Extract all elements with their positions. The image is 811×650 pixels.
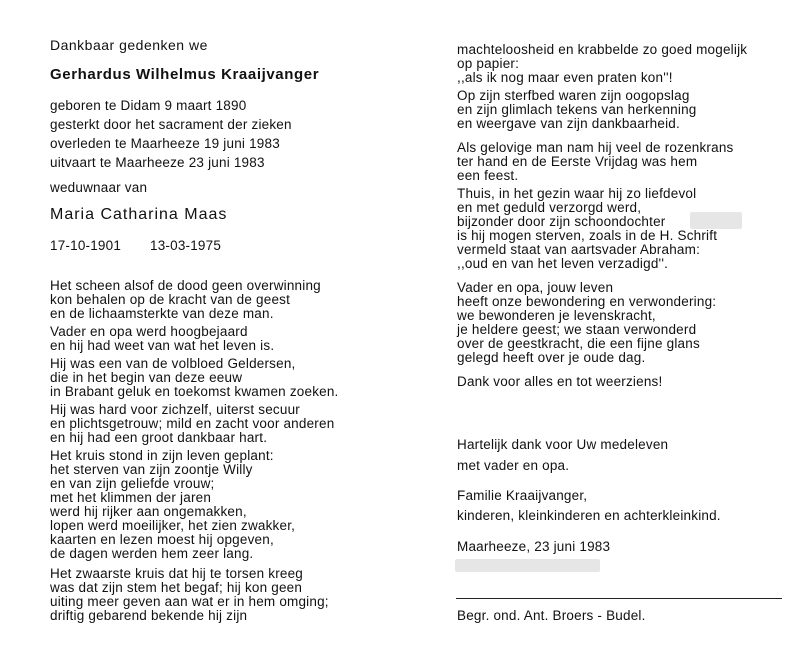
text-line: vermeld staat van aartsvader Abraham: [457,242,701,257]
poem-line: Hij was hard voor zichzelf, uiterst secuur [50,402,300,417]
intro-line: Dankbaar gedenken we [50,37,208,53]
text-line: op papier: [457,56,520,71]
redacted-signature-block [455,559,600,572]
wife-name: Maria Catharina Maas [50,206,228,223]
poem-line: Hij was een van de volbloed Geldersen, [50,356,296,371]
poem-line: was dat zijn stem het begaf; hij kon geen [50,580,303,595]
poem-line: en plichtsgetrouw; mild en zacht voor anderen [50,416,335,431]
text-line: Op zijn sterfbed waren zijn oogopslag [457,88,690,103]
poem-line: lopen werd moeilijker, het zien zwakker, [50,518,296,533]
text-line: Als gelovige man nam hij veel de rozenkrans [457,140,734,155]
text-line: Dank voor alles en tot weerziens! [457,374,663,389]
poem-line: de dagen werden hem zeer lang. [50,546,254,561]
fact-line: uitvaart te Maarheeze 23 juni 1983 [50,155,265,170]
fact-line: overleden te Maarheeze 19 juni 1983 [50,136,280,151]
text-line: gelegd heeft over je oude dag. [457,350,646,365]
text-line: Thuis, in het gezin waar hij zo liefdevol [457,186,697,201]
text-line: heeft onze bewondering en verwondering: [457,294,717,309]
poem-line: en de lichaamsterkte van deze man. [50,306,274,321]
family-line: kinderen, kleinkinderen en achterkleinkind. [457,508,721,523]
poem-line: die in het begin van deze eeuw [50,370,243,385]
poem-line: kaarten en lezen moest hij opgeven, [50,532,274,547]
poem-line: en hij had een groot dankbaar hart. [50,430,268,445]
thanks-line: Hartelijk dank voor Uw medeleven [457,437,669,452]
poem-line: Het kruis stond in zijn leven geplant: [50,448,274,463]
family-line: Familie Kraaijvanger, [457,488,588,503]
deceased-name: Gerhardus Wilhelmus Kraaijvanger [50,66,320,83]
poem-line: en hij had weet van wat het leven is. [50,338,275,353]
redacted-name-block [690,212,742,229]
poem-line: driftig gebarend bekende hij zijn [50,608,248,623]
poem-line: kon behalen op de kracht van de geest [50,292,291,307]
poem-line: het sterven van zijn zoontje Willy [50,462,253,477]
widower-label: weduwnaar van [50,180,148,195]
text-line: en zijn glimlach tekens van herkenning [457,102,697,117]
printer-credit: Begr. ond. Ant. Broers - Budel. [457,608,646,623]
text-line: ,,oud en van het leven verzadigd''. [457,256,669,271]
text-line: Vader en opa, jouw leven [457,280,614,295]
poem-line: Het zwaarste kruis dat hij te torsen kreeg [50,566,304,581]
poem-line: in Brabant geluk en toekomst kwamen zoeken. [50,384,339,399]
poem-line: en van zijn geliefde vrouw; [50,476,215,491]
poem-line: Het scheen alsof de dood geen overwinning [50,278,321,293]
place-date: Maarheeze, 23 juni 1983 [457,539,611,554]
text-line: machteloosheid en krabbelde zo goed mogelijk [457,42,748,57]
wife-birth-date: 17-10-1901 [50,238,122,253]
text-line: bijzonder door zijn schoondochter [457,214,666,229]
text-line: en weergave van zijn dankbaarheid. [457,116,680,131]
divider-line [456,598,782,599]
text-line: een feest. [457,168,519,183]
text-line: ,,als ik nog maar even praten kon''! [457,70,673,85]
text-line: over de geestkracht, die een fijne glans [457,336,700,351]
text-line: is hij mogen sterven, zoals in de H. Schrift [457,228,718,243]
fact-line: gesterkt door het sacrament der zieken [50,117,292,132]
text-line: je heldere geest; we staan verwonderd [457,322,697,337]
poem-line: met het klimmen der jaren [50,490,212,505]
fact-line: geboren te Didam 9 maart 1890 [50,98,247,113]
text-line: we bewonderen je levenskracht, [457,308,656,323]
thanks-line: met vader en opa. [457,458,570,473]
wife-death-date: 13-03-1975 [150,238,222,253]
poem-line: Vader en opa werd hoogbejaard [50,324,248,339]
text-line: ter hand en de Eerste Vrijdag was hem [457,154,698,169]
poem-line: uiting meer geven aan wat er in hem omging; [50,594,329,609]
poem-line: werd hij rijker aan ongemakken, [50,504,247,519]
text-line: en met geduld verzorgd werd, [457,200,642,215]
